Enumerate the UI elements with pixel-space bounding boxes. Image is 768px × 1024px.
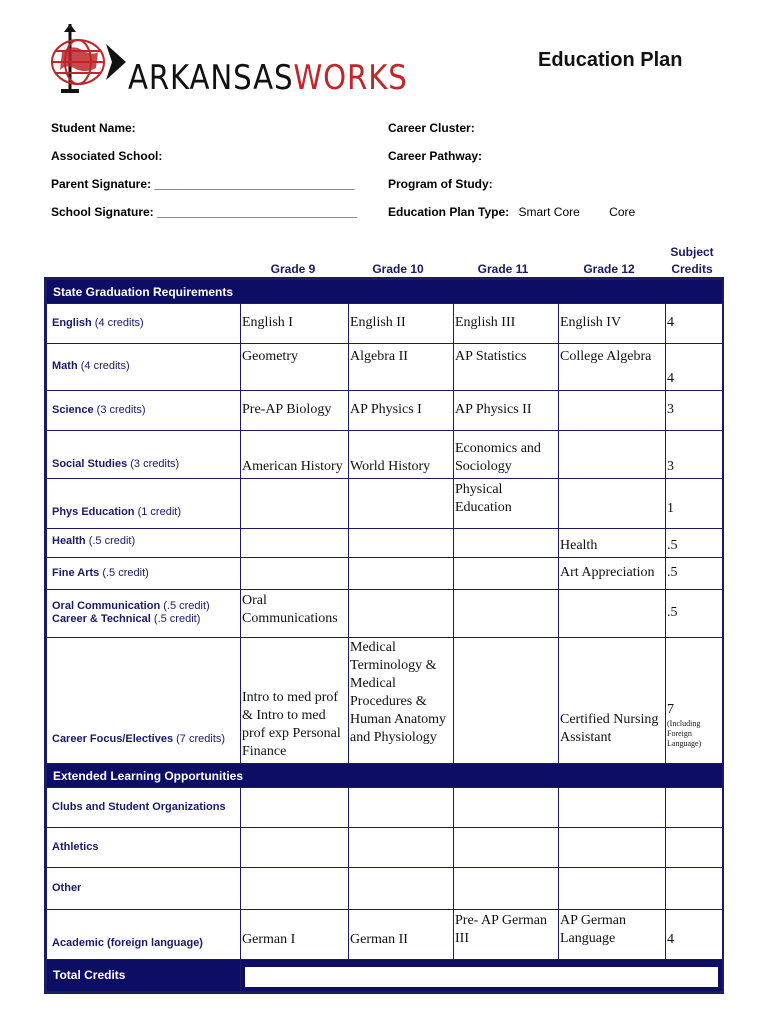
subject-name: Oral Communication [52,599,161,612]
credits-cell [666,788,723,828]
parent-signature-label: Parent Signature: ______________________________ [51,177,355,191]
subject-name: Science [52,403,94,416]
subject-credits-note: (4 credits) [80,360,130,372]
credits-cell [666,828,723,868]
table-row [47,638,723,764]
column-header-grade-12: Grade 12 [583,262,635,276]
subject-credits-note: (3 credits) [130,458,180,470]
grade11-cell: AP Statistics [454,344,559,391]
table-row [47,828,723,868]
subject-credits-note: (.5 credit) [163,599,210,612]
credits-cell: .5 [666,558,723,590]
subject-credits-line1: Subject [670,245,714,259]
subject-credits-note: (1 credit) [137,506,181,518]
table-row [47,304,723,344]
grade9-cell: Pre-AP Biology [241,391,349,431]
table-row [47,558,723,590]
total-credits-field [241,960,723,992]
grade9-cell: German I [241,910,349,960]
subject-label [47,529,241,558]
subject-label [47,391,241,431]
grade10-cell: Algebra II [349,344,454,391]
subject-name: Career Focus/Electives [52,733,174,745]
grade12-cell: AP German Language [559,910,666,960]
table-row [47,391,723,431]
column-header-grade-11: Grade 11 [477,262,529,276]
arkansas-works-logo [44,22,408,98]
plan-type-row [388,205,635,219]
credits-cell: 4 [666,910,723,960]
credits-cell: .5 [666,590,723,638]
associated-school-label: Associated School: [51,149,163,163]
table-row [47,529,723,558]
career-pathway-label: Career Pathway: [388,149,483,163]
table-row [47,868,723,910]
education-plan-table [44,277,724,994]
logo-text-arkansas: ARKANSAS [128,58,294,98]
logo-text-works: WORKS [293,58,408,98]
credits-cell [666,868,723,910]
plan-type-smart-core: Smart Core [518,205,580,219]
subject-credits-note-secondary: (.5 credit) [153,612,201,625]
credits-cell: 4 [666,304,723,344]
grade10-cell [349,479,454,529]
grade11-cell: Pre- AP German III [454,910,559,960]
grade11-cell: AP Physics II [454,391,559,431]
section-title-extended: Extended Learning Opportunities [47,764,723,788]
subject-name: Health [52,535,86,547]
grade12-cell: Certified Nursing Assistant [559,638,666,764]
subject-name: Fine Arts [52,566,100,579]
extended-label: Clubs and Student Organizations [47,788,241,828]
grade9-cell [241,788,349,828]
grade10-cell: AP Physics I [349,391,454,431]
table-row [47,479,723,529]
grade11-cell [454,638,559,764]
subject-credits-note: (4 credits) [94,316,144,329]
subject-label [47,558,241,590]
grade11-cell [454,868,559,910]
logo-wordmark [128,58,408,98]
credits-cell: 4 [666,344,723,391]
grade10-cell: German II [349,910,454,960]
section-header-extended [47,764,723,788]
grade10-cell [349,529,454,558]
grade11-cell [454,529,559,558]
subject-credits-line2: Credits [671,262,713,276]
subject-name: Phys Education [52,506,135,518]
subject-label [47,344,241,391]
grade12-cell: Health [559,529,666,558]
subject-credits-note: (.5 credit) [102,566,149,579]
grade9-cell: American History [241,431,349,479]
student-name-label: Student Name: [51,121,136,135]
grade11-cell [454,590,559,638]
credits-cell: 3 [666,431,723,479]
subject-name: Math [52,360,78,372]
grade9-cell [241,828,349,868]
grade9-cell [241,479,349,529]
table-row [47,590,723,638]
extended-label: Academic (foreign language) [47,910,241,960]
table-row [47,788,723,828]
subject-credits-note: (7 credits) [176,733,226,745]
credits-cell: 1 [666,479,723,529]
career-cluster-label: Career Cluster: [388,121,475,135]
credits-cell: 3 [666,391,723,431]
total-credits-row [47,960,723,992]
grade9-cell [241,529,349,558]
grade11-cell: Physical Education [454,479,559,529]
grade10-cell [349,868,454,910]
extended-label: Athletics [47,828,241,868]
grade12-cell [559,431,666,479]
subject-credits-note: (.5 credit) [88,535,136,547]
grade10-cell: Medical Terminology & Medical Procedures & Human Anatomy and Physiology [349,638,454,764]
section-header-state [47,280,723,304]
table-row [47,431,723,479]
column-header-subject-credits [662,244,722,278]
credits-value: 7 [667,702,674,717]
credits-cell [666,638,723,764]
grade11-cell: English III [454,304,559,344]
grade11-cell [454,558,559,590]
subject-label [47,479,241,529]
total-credits-blank [245,967,718,987]
grade12-cell [559,590,666,638]
grade9-cell [241,558,349,590]
column-header-grade-10: Grade 10 [372,262,424,276]
plan-type-label: Education Plan Type: [388,205,510,219]
subject-name: English [52,316,92,329]
section-title-state: State Graduation Requirements [47,280,723,304]
grade9-cell: Oral Communications [241,590,349,638]
credits-cell: .5 [666,529,723,558]
grade10-cell [349,558,454,590]
grade10-cell [349,590,454,638]
grade11-cell [454,828,559,868]
plan-type-core: Core [609,205,636,219]
subject-label [47,590,241,638]
school-signature-label: School Signature: ______________________________ [51,205,358,219]
grade12-cell [559,828,666,868]
grade12-cell [559,391,666,431]
globe-logo-icon [44,22,126,94]
program-of-study-label: Program of Study: [388,177,493,191]
grade9-cell: English I [241,304,349,344]
grade10-cell: World History [349,431,454,479]
total-credits-label: Total Credits [47,960,241,992]
grade9-cell: Intro to med prof & Intro to med prof exp Personal Finance [241,638,349,764]
grade11-cell [454,788,559,828]
subject-credits-note: (3 credits) [96,403,146,416]
page-title: Education Plan [538,49,683,71]
subject-label [47,431,241,479]
grade12-cell [559,479,666,529]
table-row [47,910,723,960]
grade12-cell: Art Appreciation [559,558,666,590]
grade12-cell: College Algebra [559,344,666,391]
column-header-grade-9: Grade 9 [270,262,316,276]
credits-extra-note: (Including Foreign Language) [667,719,702,748]
table-row [47,344,723,391]
grade9-cell [241,868,349,910]
grade12-cell: English IV [559,304,666,344]
subject-name-secondary: Career & Technical [52,612,151,625]
subject-label [47,304,241,344]
grade12-cell [559,788,666,828]
grade12-cell [559,868,666,910]
subject-label [47,638,241,764]
grade10-cell [349,828,454,868]
grade10-cell [349,788,454,828]
grade9-cell: Geometry [241,344,349,391]
extended-label: Other [47,868,241,910]
subject-name: Social Studies [52,458,128,470]
grade10-cell: English II [349,304,454,344]
grade11-cell: Economics and Sociology [454,431,559,479]
